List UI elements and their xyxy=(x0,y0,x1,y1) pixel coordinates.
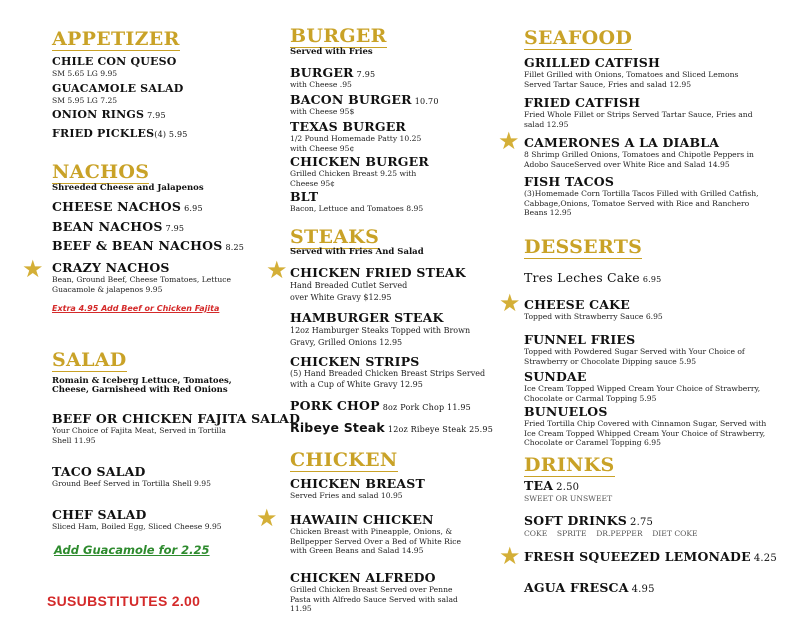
item-name: HAMBURGER STEAK xyxy=(290,310,444,325)
steaks-subtitle: Served with Fries And Salad xyxy=(290,247,424,257)
item-name: BEEF & BEAN NACHOS xyxy=(52,238,223,253)
burger-subtitle: Served with Fries xyxy=(290,47,373,57)
item-name: CHEESE CAKE xyxy=(524,297,630,312)
item-desc: Your Choice of Fajita Meat, Served in Tortilla Shell 11.95 xyxy=(52,426,226,445)
menu-item xyxy=(524,405,769,447)
item-desc: Topped with Strawberry Sauce 6.95 xyxy=(524,312,663,322)
item-price: 8.25 xyxy=(225,243,245,252)
item-name: CHICKEN FRIED STEAK xyxy=(290,265,466,280)
item-name: BEEF OR CHICKEN FAJITA SALAD xyxy=(52,411,301,426)
item-name: BUNUELOS xyxy=(524,404,608,419)
item-name: CHEF SALAD xyxy=(52,507,147,522)
item-name: BEAN NACHOS xyxy=(52,219,163,234)
menu-item xyxy=(524,514,784,538)
item-desc: Bean, Ground Beef, Cheese Tomatoes, Lettuce Guacamole & jalapenos 9.95 xyxy=(52,275,231,294)
item-desc: Chicken Breast with Pineapple, Onions, & Bellpepper Served Over a Bed of White Rice with Green Beans and Salad 14.95 xyxy=(290,527,462,555)
substitutes-note: SUSUBSTITUTES 2.00 xyxy=(47,593,201,609)
item-desc: Fried Tortilla Chip Covered with Cinnamon Sugar, Served with Ice Cream Topped Whipped Cream Your Choice of Strawberry, Chocolate or Caramel Topping 6.95 xyxy=(524,419,767,447)
star-icon: ★ xyxy=(266,256,288,284)
item-price: 2.50 xyxy=(556,482,580,493)
menu-item xyxy=(524,550,784,565)
item-desc: Fillet Grilled with Onions, Tomatoes and Sliced Lemons Served Tartar Sauce, Fries and salad 12.95 xyxy=(524,70,739,89)
menu-item xyxy=(290,120,440,153)
drinks-heading: DRINKS xyxy=(524,454,615,476)
appetizer-heading: APPETIZER xyxy=(52,28,180,50)
item-name: TACO SALAD xyxy=(52,464,146,479)
item-name: BLT xyxy=(290,189,319,204)
item-desc: SM 5.95 LG 7.25 xyxy=(52,95,118,105)
item-desc: Topped with Powdered Sugar Served with Your Choice of Strawberry or Chocolate Dipping sauce 5.95 xyxy=(524,347,745,366)
star-icon: ★ xyxy=(499,542,521,570)
item-name: GUACAMOLE SALAD xyxy=(52,82,184,95)
star-icon: ★ xyxy=(499,289,521,317)
chicken-heading: CHICKEN xyxy=(290,449,398,471)
item-price: 2.75 xyxy=(630,517,654,528)
item-desc: Grilled Chicken Breast Served over Penne Pasta with Alfredo Sauce Served with salad 11.95 xyxy=(290,585,458,613)
item-name: TEA xyxy=(524,478,554,493)
menu-item xyxy=(524,175,769,217)
item-desc: Hand Breaded Cutlet Served over White Gravy $12.95 xyxy=(290,281,408,302)
item-desc: with Cheese 95$ xyxy=(290,107,355,117)
item-desc: Sliced Ham, Boiled Egg, Sliced Cheese 9.95 xyxy=(52,522,222,532)
item-name: TEXAS BURGER xyxy=(290,119,407,134)
star-icon: ★ xyxy=(256,504,278,532)
menu-item xyxy=(290,421,530,435)
item-name: CHICKEN ALFREDO xyxy=(290,570,436,585)
item-name: AGUA FRESCA xyxy=(524,580,629,595)
item-price: 6.95 xyxy=(642,275,662,284)
burger-heading: BURGER xyxy=(290,25,387,47)
menu-item xyxy=(52,465,292,489)
item-name: CHICKEN BURGER xyxy=(290,154,429,169)
item-name: SOFT DRINKS xyxy=(524,513,628,528)
item-name: GRILLED CATFISH xyxy=(524,55,661,70)
item-name: FRESH SQUEEZED LEMONADE xyxy=(524,549,751,564)
item-name: SUNDAE xyxy=(524,369,587,384)
item-name: ONION RINGS xyxy=(52,108,145,121)
item-name: CHILE CON QUESO xyxy=(52,55,177,68)
item-desc: 1/2 Pound Homemade Patty 10.25 with Cheese 95¢ xyxy=(290,134,422,153)
menu-item xyxy=(52,411,301,445)
menu-item xyxy=(52,109,292,122)
seafood-heading: SEAFOOD xyxy=(524,27,633,49)
menu-item xyxy=(290,190,530,214)
menu-item xyxy=(52,128,292,141)
item-name: FUNNEL FRIES xyxy=(524,332,636,347)
menu-item xyxy=(52,239,292,253)
item-price: 7.95 xyxy=(147,111,166,120)
item-price: 10.70 xyxy=(414,97,439,106)
item-desc: SM 5.65 LG 9.95 xyxy=(52,68,118,78)
item-price: 8oz Pork Chop 11.95 xyxy=(382,403,471,412)
menu-item xyxy=(290,513,470,555)
item-desc: 8 Shrimp Grilled Onions, Tomatoes and Chipotle Peppers in Adobo SauceServed over White Rice and Salad 14.95 xyxy=(524,150,754,169)
item-name: FRIED CATFISH xyxy=(524,95,641,110)
item-desc: COKE SPRITE DR.PEPPER DIET COKE xyxy=(524,528,698,538)
menu-item xyxy=(290,311,495,349)
menu-item xyxy=(290,571,465,613)
menu-item xyxy=(290,477,530,501)
menu-item xyxy=(524,271,764,285)
nachos-subtitle: Shreeded Cheese and Jalapenos xyxy=(52,183,204,193)
nachos-extra-note: Extra 4.95 Add Beef or Chicken Fajita xyxy=(52,304,220,313)
item-desc: (3)Homemade Corn Tortilla Tacos Filled with Grilled Catfish, Cabbage,Onions, Tomatoe Served with Rice and Ranchero Beans 12.95 xyxy=(524,189,759,217)
menu-item xyxy=(52,56,292,78)
item-desc: Ground Beef Served in Tortilla Shell 9.95 xyxy=(52,479,211,489)
menu-item xyxy=(524,96,764,129)
menu-item xyxy=(52,261,252,294)
menu-item xyxy=(524,136,764,169)
menu-item xyxy=(524,479,764,503)
item-desc: 12oz Hamburger Steaks Topped with Brown Gravy, Grilled Onions 12.95 xyxy=(290,326,471,347)
item-price: 12oz Ribeye Steak 25.95 xyxy=(387,425,494,434)
item-desc: with Cheese .95 xyxy=(290,80,352,90)
menu-item xyxy=(524,333,759,366)
menu-item xyxy=(52,200,292,214)
item-name: Ribeye Steak xyxy=(290,420,385,435)
item-price: 7.95 xyxy=(165,224,185,233)
star-icon: ★ xyxy=(498,127,520,155)
item-desc: Served Fries and salad 10.95 xyxy=(290,491,403,501)
item-desc: Fried Whole Fillet or Strips Served Tartar Sauce, Fries and salad 12.95 xyxy=(524,110,753,129)
item-desc: (5) Hand Breaded Chicken Breast Strips Served with a Cup of White Gravy 12.95 xyxy=(290,369,486,390)
salad-subtitle: Romain & Iceberg Lettuce, Tomatoes, Cheese, Garnisheed with Red Onions xyxy=(52,376,232,396)
item-name: HAWAIIN CHICKEN xyxy=(290,512,434,527)
item-name: CHICKEN BREAST xyxy=(290,476,426,491)
menu-item xyxy=(290,155,430,188)
menu-item xyxy=(524,370,769,403)
steaks-heading: STEAKS xyxy=(290,226,380,248)
menu-item xyxy=(290,399,530,413)
menu-item xyxy=(290,93,530,117)
item-price: 4.25 xyxy=(753,553,777,564)
menu-item xyxy=(52,220,292,234)
item-price: (4) 5.95 xyxy=(154,130,188,139)
item-name: FISH TACOS xyxy=(524,174,615,189)
menu-item xyxy=(52,83,292,105)
star-icon: ★ xyxy=(22,255,44,283)
item-name: FRIED PICKLES xyxy=(52,127,155,140)
menu-item xyxy=(524,56,754,89)
item-name: BURGER xyxy=(290,65,354,80)
add-guacamole-note: Add Guacamole for 2.25 xyxy=(54,543,210,557)
menu-item xyxy=(524,298,764,322)
item-name: CHICKEN STRIPS xyxy=(290,354,420,369)
item-name: CHEESE NACHOS xyxy=(52,199,182,214)
item-name: PORK CHOP xyxy=(290,398,380,413)
menu-item xyxy=(290,355,490,391)
nachos-heading: NACHOS xyxy=(52,161,150,183)
item-desc: Grilled Chicken Breast 9.25 with Cheese 95¢ xyxy=(290,169,417,188)
desserts-heading: DESSERTS xyxy=(524,236,643,258)
item-desc: Bacon, Lettuce and Tomatoes 8.95 xyxy=(290,204,424,214)
item-price: 7.95 xyxy=(356,70,376,79)
menu-item xyxy=(290,265,466,304)
menu-item xyxy=(524,581,764,596)
menu-item xyxy=(290,66,530,90)
item-price: 4.95 xyxy=(631,584,655,595)
item-name: Tres Leches Cake xyxy=(524,270,640,285)
item-desc: SWEET OR UNSWEET xyxy=(524,493,613,503)
item-price: 6.95 xyxy=(184,204,203,213)
item-name: CAMERONES A LA DIABLA xyxy=(524,135,720,150)
item-name: CRAZY NACHOS xyxy=(52,260,170,275)
item-name: BACON BURGER xyxy=(290,92,412,107)
salad-heading: SALAD xyxy=(52,349,127,371)
item-desc: Ice Cream Topped Wipped Cream Your Choice of Strawberry, Chocolate or Carmal Topping 5.95 xyxy=(524,384,761,403)
